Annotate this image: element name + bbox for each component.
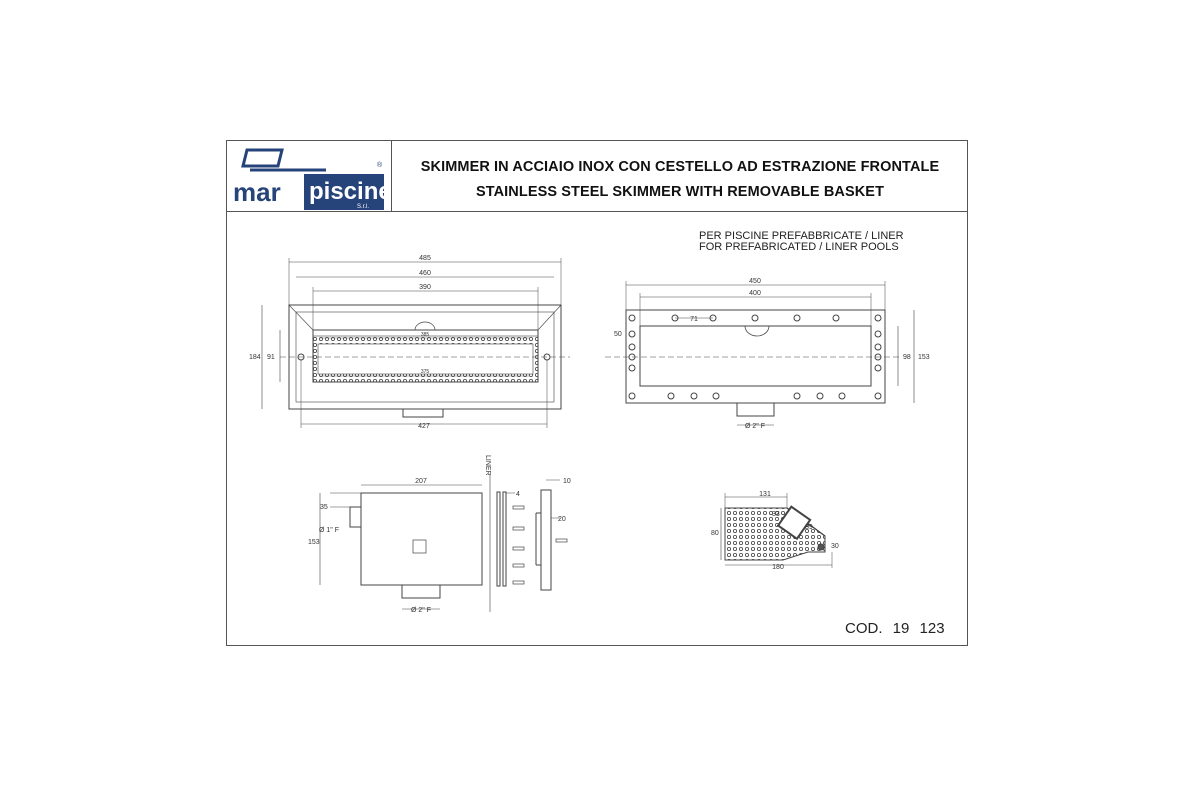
back-body xyxy=(640,326,871,386)
dim-side-4: 4 xyxy=(516,491,520,498)
back-outlet xyxy=(737,403,774,416)
front-view xyxy=(262,258,570,428)
side-inlet xyxy=(350,507,361,527)
title-italian: SKIMMER IN ACCIAIO INOX CON CESTELLO AD ESTRAZIONE FRONTALE xyxy=(420,159,940,175)
dim-basket-180: 180 xyxy=(772,564,784,571)
side-flange xyxy=(541,490,551,590)
dim-front-385: 385 xyxy=(420,332,430,338)
dim-side-inlet: Ø 1" F xyxy=(319,527,339,534)
liner-label: LINER xyxy=(484,455,491,476)
side-view xyxy=(320,475,567,612)
dim-basket-33: 33 xyxy=(772,511,780,518)
front-outlet xyxy=(403,409,443,417)
dim-basket-131: 131 xyxy=(759,491,771,498)
dim-front-460: 460 xyxy=(419,270,431,277)
dim-back-98: 98 xyxy=(903,354,911,361)
dim-front-390: 390 xyxy=(419,284,431,291)
dim-front-427: 427 xyxy=(418,423,430,430)
dim-front-91: 91 xyxy=(267,354,275,361)
company-logo xyxy=(233,150,392,210)
product-code: COD. 19 123 xyxy=(845,620,945,637)
dim-front-184: 184 xyxy=(249,354,261,361)
dim-basket-80: 80 xyxy=(711,530,719,537)
dim-back-pipe: Ø 2" F xyxy=(745,423,765,430)
dim-side-pipe: Ø 2" F xyxy=(411,607,431,614)
dim-back-50: 50 xyxy=(614,331,622,338)
subtitle-italian: PER PISCINE PREFABBRICATE / LINER xyxy=(699,230,904,242)
dim-back-153: 153 xyxy=(918,354,930,361)
side-body xyxy=(361,493,482,585)
logo-registered-mark: ® xyxy=(377,162,383,169)
back-view xyxy=(605,281,914,425)
dim-side-20: 20 xyxy=(558,516,566,523)
dim-side-35: 35 xyxy=(320,504,328,511)
dim-back-71: 71 xyxy=(690,316,698,323)
basket-view xyxy=(721,493,832,568)
dim-back-450: 450 xyxy=(749,278,761,285)
dim-front-375: 375 xyxy=(420,369,430,375)
logo-word-piscine: piscine xyxy=(309,178,392,205)
dim-side-207: 207 xyxy=(415,478,427,485)
back-flange xyxy=(626,310,885,403)
dim-basket-30: 30 xyxy=(831,543,839,550)
logo-word-mar: mar xyxy=(233,177,281,207)
dim-side-10: 10 xyxy=(563,478,571,485)
dim-side-153: 153 xyxy=(308,539,320,546)
logo-suffix: S.r.l. xyxy=(357,204,370,210)
liner-gasket xyxy=(497,492,500,586)
dim-front-485: 485 xyxy=(419,255,431,262)
subtitle-english: FOR PREFABRICATED / LINER POOLS xyxy=(699,241,899,253)
dim-back-400: 400 xyxy=(749,290,761,297)
side-outlet xyxy=(402,585,440,598)
dim-basket-89: 89 xyxy=(805,524,813,531)
title-english: STAINLESS STEEL SKIMMER WITH REMOVABLE BASKET xyxy=(475,184,885,200)
